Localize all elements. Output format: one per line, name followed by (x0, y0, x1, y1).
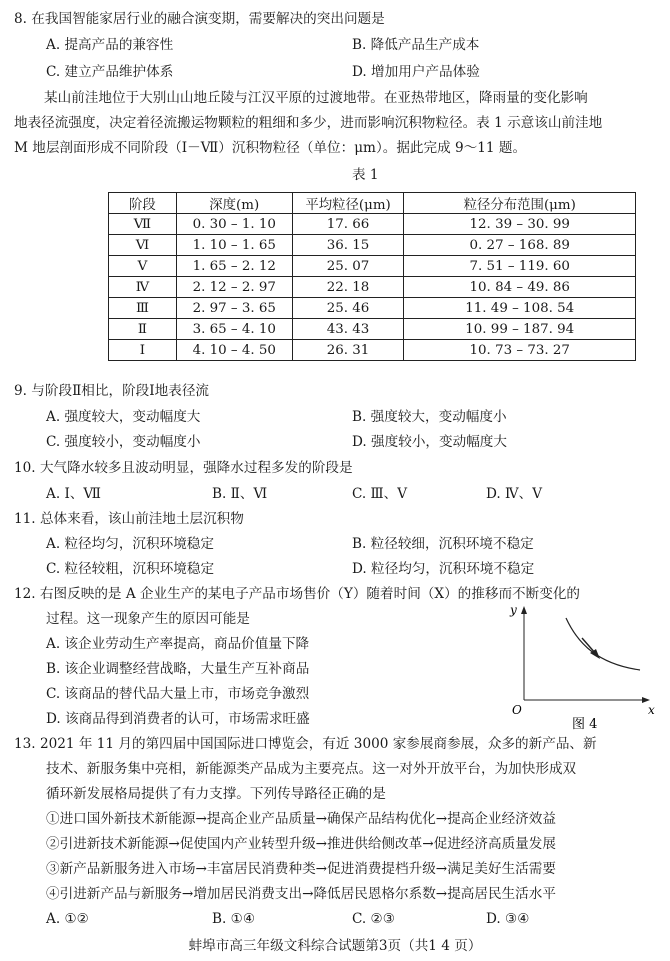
q8-option-d: D. 增加用户产品体验 (352, 64, 480, 80)
cell-stage: Ⅳ (109, 277, 177, 298)
q9-option-d: D. 强度较小，变动幅度大 (352, 434, 507, 450)
q12-stem-line-2: 过程。这一现象产生的原因可能是 (46, 611, 250, 627)
cell-depth: 4. 10 – 4. 50 (176, 340, 292, 361)
cell-stage: Ⅶ (109, 214, 177, 235)
x-axis-label: x (648, 703, 655, 717)
q10-option-b: B. Ⅱ、Ⅵ (212, 486, 268, 502)
cell-mean-size: 22. 18 (292, 277, 404, 298)
q8-option-c: C. 建立产品维护体系 (46, 64, 174, 80)
header-size-range: 粒径分布范围(μm) (404, 193, 636, 214)
y-axis-label: y (510, 604, 517, 617)
cell-stage: Ⅵ (109, 235, 177, 256)
cell-size-range: 11. 49 – 108. 54 (404, 298, 636, 319)
q11-stem: 11. 总体来看，该山前洼地土层沉积物 (14, 511, 244, 527)
q10-option-c: C. Ⅲ、Ⅴ (352, 486, 408, 502)
q9-option-b: B. 强度较大，变动幅度小 (352, 409, 507, 425)
q13-option-b: B. ①④ (212, 911, 256, 927)
cell-size-range: 12. 39 – 30. 99 (404, 214, 636, 235)
cell-depth: 1. 65 – 2. 12 (176, 256, 292, 277)
cell-stage: Ⅱ (109, 319, 177, 340)
q12-option-d: D. 该商品得到消费者的认可，市场需求旺盛 (46, 711, 310, 727)
table-row (109, 277, 636, 298)
cell-size-range: 0. 27 – 168. 89 (404, 235, 636, 256)
cell-mean-size: 17. 66 (292, 214, 404, 235)
cell-depth: 3. 65 – 4. 10 (176, 319, 292, 340)
passage-line-2: 地表径流强度，决定着径流搬运物颗粒的粗细和多少，进而影响沉积物粒径。表 1 示意该山前洼地 (14, 115, 603, 131)
q13-path-4: ④引进新产品与新服务→增加居民消费支出→降低居民恩格尔系数→提高居民生活水平 (46, 886, 556, 902)
q13-option-a: A. ①② (46, 911, 89, 927)
cell-stage: Ⅲ (109, 298, 177, 319)
q10-option-d: D. Ⅳ、Ⅴ (486, 486, 543, 502)
q12-option-c: C. 该商品的替代品大量上市，市场竞争激烈 (46, 686, 310, 702)
cell-stage: Ⅴ (109, 256, 177, 277)
cell-depth: 1. 10 – 1. 65 (176, 235, 292, 256)
q13-path-2: ②引进新技术新能源→促使国内产业转型升级→推进供给侧改革→促进经济高质量发展 (46, 836, 556, 852)
origin-label: O (512, 703, 522, 717)
passage-line-1: 某山前洼地位于大别山山地丘陵与江汉平原的过渡地带。在亚热带地区，降雨量的变化影响 (44, 90, 588, 106)
q13-stem-line-2: 技术、新服务集中亮相，新能源类产品成为主要亮点。这一对外开放平台，为加快形成双 (46, 761, 577, 777)
q11-option-c: C. 粒径较粗，沉积环境稳定 (46, 561, 215, 577)
q8-stem: 8. 在我国智能家居行业的融合演变期，需要解决的突出问题是 (14, 11, 385, 27)
passage-line-3: M 地层剖面形成不同阶段（Ⅰ－Ⅶ）沉积物粒径（单位：μm）。据此完成 9～11 题。 (14, 140, 527, 156)
cell-mean-size: 26. 31 (292, 340, 404, 361)
q11-option-b: B. 粒径较细，沉积环境不稳定 (352, 536, 534, 552)
table-row (109, 235, 636, 256)
q13-path-1: ①进口国外新技术新能源→提高企业产品质量→确保产品结构优化→提高企业经济效益 (46, 811, 556, 827)
header-mean-size: 平均粒径(μm) (292, 193, 404, 214)
q13-path-3: ③新产品新服务进入市场→丰富居民消费种类→促进消费提档升级→满足美好生活需要 (46, 861, 556, 877)
grain-size-table (108, 192, 636, 361)
q9-option-c: C. 强度较小，变动幅度小 (46, 434, 201, 450)
table-row (109, 319, 636, 340)
q13-option-d: D. ③④ (486, 911, 530, 927)
q9-option-a: A. 强度较大，变动幅度大 (46, 409, 201, 425)
cell-depth: 2. 12 – 2. 97 (176, 277, 292, 298)
q10-stem: 10. 大气降水较多且波动明显，强降水过程多发的阶段是 (14, 460, 353, 476)
q13-stem-line-1: 13. 2021 年 11 月的第四届中国国际进口博览会，有近 3000 家参展商参展，众多的新产品、新 (14, 736, 597, 752)
header-depth: 深度(m) (176, 193, 292, 214)
q11-option-a: A. 粒径均匀，沉积环境稳定 (46, 536, 214, 552)
cell-size-range: 10. 84 – 49. 86 (404, 277, 636, 298)
cell-mean-size: 36. 15 (292, 235, 404, 256)
cell-mean-size: 25. 07 (292, 256, 404, 277)
header-stage: 阶段 (109, 193, 177, 214)
trend-arrow-head (590, 649, 600, 659)
table-row (109, 340, 636, 361)
q8-option-a: A. 提高产品的兼容性 (46, 37, 174, 53)
price-time-figure (506, 604, 656, 730)
y-axis-arrow (521, 606, 527, 614)
cell-depth: 2. 97 – 3. 65 (176, 298, 292, 319)
q13-option-c: C. ②③ (352, 911, 395, 927)
q9-stem: 9. 与阶段Ⅱ相比，阶段Ⅰ地表径流 (14, 383, 210, 399)
cell-mean-size: 43. 43 (292, 319, 404, 340)
q12-stem-line-1: 12. 右图反映的是 A 企业生产的某电子产品市场售价（Y）随着时间（X）的推移而不断变化的 (14, 586, 581, 602)
figure-caption: 图 4 (572, 717, 598, 730)
q13-stem-line-3: 循环新发展格局提供了有力支撑。下列传导路径正确的是 (46, 786, 386, 802)
page-footer: 蚌埠市高三年级文科综合试题第3页（共1 4 页） (188, 938, 482, 954)
cell-depth: 0. 30 – 1. 10 (176, 214, 292, 235)
price-curve (566, 618, 640, 670)
cell-size-range: 7. 51 – 119. 60 (404, 256, 636, 277)
table-row (109, 214, 636, 235)
q8-option-b: B. 降低产品生产成本 (352, 37, 480, 53)
table-header-row (109, 193, 636, 214)
cell-size-range: 10. 99 – 187. 94 (404, 319, 636, 340)
q11-option-d: D. 粒径均匀，沉积环境不稳定 (352, 561, 535, 577)
table-row (109, 298, 636, 319)
table-row (109, 256, 636, 277)
cell-mean-size: 25. 46 (292, 298, 404, 319)
q10-option-a: A. Ⅰ、Ⅶ (46, 486, 101, 502)
q12-option-a: A. 该企业劳动生产率提高，商品价值量下降 (46, 636, 310, 652)
q12-option-b: B. 该企业调整经营战略，大量生产互补商品 (46, 661, 310, 677)
cell-stage: Ⅰ (109, 340, 177, 361)
cell-size-range: 10. 73 – 73. 27 (404, 340, 636, 361)
table-caption: 表 1 (352, 167, 379, 183)
